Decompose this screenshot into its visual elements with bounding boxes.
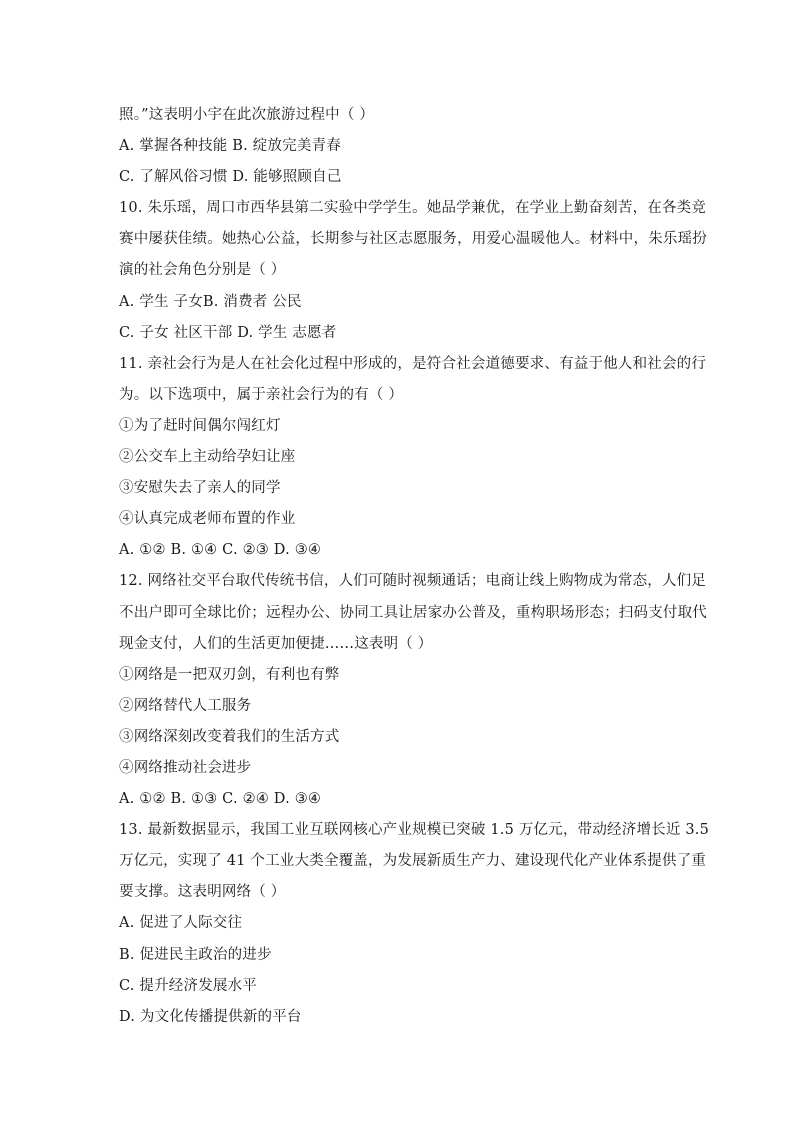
question-12-line: 现金支付，人们的生活更加便捷……这表明（ ） (119, 635, 433, 652)
answer-option-line: C. 子女 社区干部 D. 学生 志愿者 (119, 324, 337, 341)
answer-option-line: C. 了解风俗习惯 D. 能够照顾自己 (119, 169, 342, 186)
answer-option-line: A. ①② B. ①④ C. ②③ D. ③④ (119, 542, 322, 559)
text-line: 照。”这表明小宇在此次旅游过程中（ ） (119, 107, 375, 123)
statement-line: ②公交车上主动给孕妇让座 (119, 449, 296, 466)
statement-line: ④认真完成老师布置的作业 (119, 511, 296, 528)
answer-option-line: A. 促进了人际交往 (119, 915, 243, 932)
question-11-line: 11. 亲社会行为是人在社会化过程中形成的，是符合社会道德要求、有益于他人和社会的行 (119, 355, 707, 372)
question-text (119, 100, 710, 1033)
question-12-line: 不出户即可全球比价；远程办公、协同工具让居家办公普及，重构职场形态；扫码支付取代 (119, 604, 707, 621)
question-12-line: 12. 网络社交平台取代传统书信，人们可随时视频通话；电商让线上购物成为常态，人们足 (119, 573, 707, 590)
statement-line: ①网络是一把双刃剑，有利也有弊 (119, 666, 340, 683)
question-13-line: 要支撑。这表明网络（ ） (119, 884, 286, 901)
question-10-line: 赛中屡获佳绩。她热心公益，长期参与社区志愿服务，用爱心温暖他人。材料中，朱乐瑶扮 (119, 231, 707, 248)
question-11-line: 为。以下选项中，属于亲社会行为的有（ ） (119, 386, 404, 403)
question-10-line: 演的社会角色分别是（ ） (119, 262, 286, 279)
statement-line: ③网络深刻改变着我们的生活方式 (119, 728, 340, 745)
question-13-line: 万亿元，实现了 41 个工业大类全覆盖，为发展新质生产力、建设现代化产业体系提供了重 (119, 853, 707, 870)
answer-option-line: A. 掌握各种技能 B. 绽放完美青春 (119, 138, 341, 155)
answer-option-line: A. 学生 子女B. 消费者 公民 (119, 293, 302, 310)
statement-line: ③安慰失去了亲人的同学 (119, 480, 281, 497)
question-10-line: 10. 朱乐瑶，周口市西华县第二实验中学学生。她品学兼优，在学业上勤奋刻苦，在各类竞 (119, 200, 707, 217)
answer-option-line: D. 为文化传播提供新的平台 (119, 1008, 302, 1025)
question-13-line: 13. 最新数据显示，我国工业互联网核心产业规模已突破 1.5 万亿元，带动经济增长近 3.5 (119, 822, 710, 839)
statement-line: ④网络推动社会进步 (119, 759, 252, 776)
answer-option-line: B. 促进民主政治的进步 (119, 946, 272, 963)
statement-line: ①为了赶时间偶尔闯红灯 (119, 417, 281, 434)
answer-option-line: C. 提升经济发展水平 (119, 977, 257, 994)
answer-option-line: A. ①② B. ①③ C. ②④ D. ③④ (119, 791, 322, 808)
statement-line: ②网络替代人工服务 (119, 697, 252, 714)
